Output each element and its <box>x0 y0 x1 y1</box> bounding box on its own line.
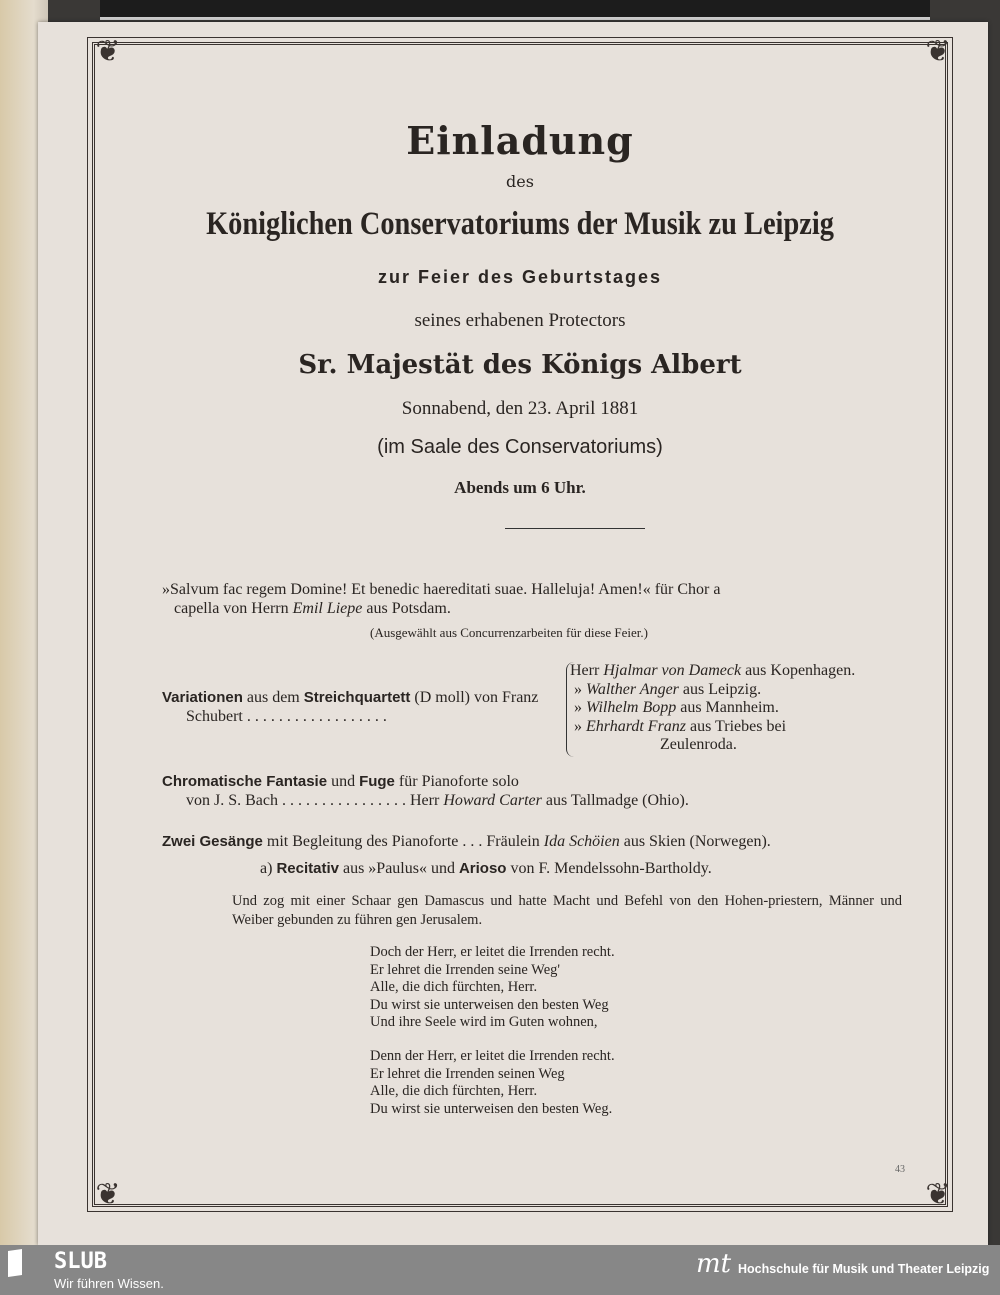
program-item-4: Zwei Gesänge mit Begleitung des Pianoforte . . . Fräulein Ida Schöien aus Skien (Norwegen). <box>162 833 771 850</box>
corner-ornament-icon: ❦ <box>925 1177 951 1212</box>
footer-bar <box>0 1245 1000 1295</box>
performer: » Wilhelm Bopp aus Mannheim. <box>574 699 779 716</box>
slub-tagline: Wir führen Wissen. <box>54 1276 164 1291</box>
des: des <box>506 172 534 191</box>
performers-list <box>570 662 910 755</box>
top-page-strip <box>100 0 930 20</box>
program-item-2: Variationen aus dem Streichquartett (D moll) von Franz Schubert . . . . . . . . . . . . . . . . . . <box>162 689 539 725</box>
performer-cont: Zeulenroda. <box>660 736 737 753</box>
stanza-1: Doch der Herr, er leitet die Irrenden recht. Er lehret die Irrenden seine Weg' Alle, die dich fürchten, Herr. Du wirst sie unterweisen den besten Weg Und ihre Seele wird im Guten wohnen, <box>370 944 615 1030</box>
time: Abends um 6 Uhr. <box>454 478 586 497</box>
hmt-name[interactable]: Hochschule für Musik und Theater Leipzig <box>738 1262 990 1276</box>
corner-ornament-icon: ❦ <box>925 34 951 69</box>
protector: seines erhabenen Protectors <box>414 310 626 331</box>
title: Einladung <box>406 118 634 163</box>
divider <box>505 528 645 529</box>
page-number: 43 <box>895 1164 905 1175</box>
performer: Herr Hjalmar von Dameck aus Kopenhagen. <box>570 662 856 679</box>
slub-logo[interactable]: SLUB <box>54 1249 107 1274</box>
institution: Königlichen Conservatoriums der Musik zu Leipzig <box>206 206 834 242</box>
performer: » Ehrhardt Franz aus Triebes bei <box>574 717 787 735</box>
hmt-logo[interactable]: mt <box>696 1249 732 1279</box>
program-item-4a: a) Recitativ aus »Paulus« und Arioso von F. Mendelssohn-Bartholdy. <box>260 860 712 877</box>
program-item-1: »Salvum fac regem Domine! Et benedic haereditati suae. Halleluja! Amen!« für Chor a capella von Herrn Emil Liepe aus Potsdam. <box>162 581 721 617</box>
corner-ornament-icon: ❦ <box>95 34 121 69</box>
stanza-2: Denn der Herr, er leitet die Irrenden recht. Er lehret die Irrenden seinen Weg Alle, die dich fürchten, Herr. Du wirst sie unterweisen den besten Weg. <box>370 1048 615 1117</box>
date: Sonnabend, den 23. April 1881 <box>401 398 639 419</box>
recitative-text: Und zog mit einer Schaar gen Damascus und hatte Macht und Befehl von den Hohen-priestern, Männer und Weiber gebunden zu führen gen Jerusalem. <box>232 893 902 928</box>
program-item-3: Chromatische Fantasie und Fuge für Pianoforte solo von J. S. Bach . . . . . . . . . . . . . . . . Herr Howard Carter aus Tallmadge (Ohio). <box>162 773 689 809</box>
corner-ornament-icon: ❦ <box>95 1177 121 1212</box>
venue: (im Saale des Conservatoriums) <box>377 436 663 458</box>
program-note: (Ausgewählt aus Concurrenzarbeiten für diese Feier.) <box>370 625 648 640</box>
occasion: zur Feier des Geburtstages <box>377 267 663 287</box>
slub-book-icon <box>8 1249 22 1277</box>
performer: » Walther Anger aus Leipzig. <box>574 680 762 698</box>
majesty: Sr. Majestät des Königs Albert <box>298 350 742 380</box>
